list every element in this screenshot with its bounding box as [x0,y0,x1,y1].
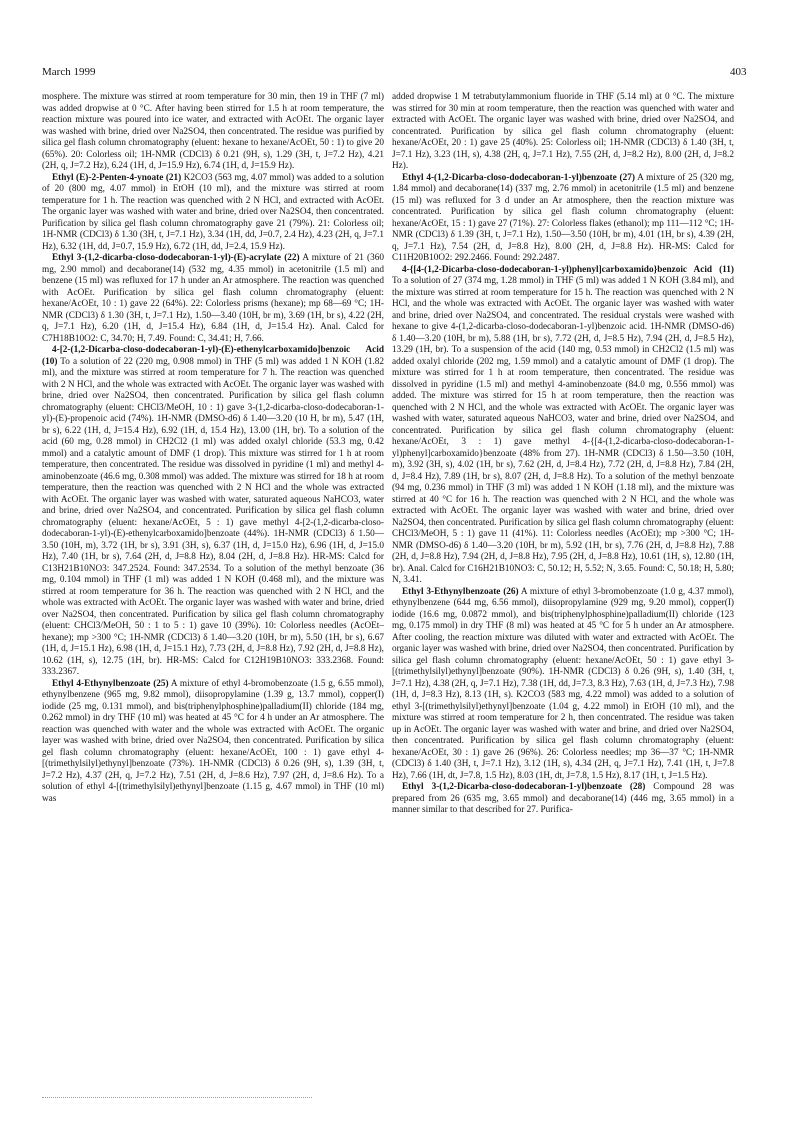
running-header-date: March 1999 [42,66,96,78]
paragraph-text: To a solution of 27 (374 mg, 1.28 mmol) in THF (5 ml) was added 1 N KOH (3.84 ml), and the mixture was stirred at room temperature for 15 h. The reaction was quenched with 2 N HCl, and the whole was extracted with AcOEt. The organic layer was washed with water and brine, dried over Na2SO4, and concentrated. The residual crystals were washed with hexane to give 4-(1,2-dicarba-closo-dodecaboran-1-yl)benzoic acid. 1H-NMR (DMSO-d6) δ 1.40—3.20 (10H, br m), 5.88 (1H, br s), 7.72 (2H, d, J=8.5 Hz), 7.94 (2H, d, J=8.5 Hz), 13.29 (1H, br). To a suspension of the acid (140 mg, 0.53 mmol) in CH2Cl2 (1.5 ml) was added oxalyl chloride (202 mg, 1.59 mmol) and a catalytic amount of DMF (1 drop). The mixture was stirred for 1 h at room temperature, then concentrated. The residue was dissolved in pyridine (1.5 ml) and methyl 4-aminobenzoate (84.0 mg, 0.556 mmol) was added. The mixture was stirred for 15 h at room temperature, then the reaction was quenched with 2 N HCl, and the whole was extracted with AcOEt. The organic layer was washed with water, saturated aqueous NaHCO3, water and brine, dried over Na2SO4, and concentrated. Purification by silica gel flash column chromatography (eluent: hexane/AcOEt, 3 : 1) gave methyl 4-{[4-(1,2-dicarba-closo-dodecaboran-1-yl)phenyl]carboxamido}benzoate (48% from 27). 1H-NMR (CDCl3) δ 1.50—3.50 (10H, m), 3.92 (3H, s), 4.02 (1H, br s), 7.62 (2H, d, J=8.4 Hz), 7.72 (2H, d, J=8.8 Hz), 7.84 (2H, d, J=8.4 Hz), 7.89 (1H, br s), 8.07 (2H, d, J=8.8 Hz). To a solution of the methyl benzoate (94 mg, 0.236 mmol) in THF (3 ml) was added 1 N KOH (1.18 ml), and the mixture was stirred at 40 °C for 16 h. The reaction was quenched with 2 N HCl, and the whole was extracted with AcOEt. The organic layer was washed with water and brine, dried over Na2SO4, then concentrated. Purification by silica gel flash column chromatography (eluent: CHCl3/MeOH, 5 : 1) gave 11 (41%). 11: Colorless needles (AcOEt); mp >300 °C; 1H-NMR (DMSO-d6) δ 1.40—3.20 (10H, br m), 5.92 (1H, br s), 7.76 (2H, d, J=8.8 Hz), 7.88 (2H, d, J=8.8 Hz), 7.94 (2H, d, J=8.8 Hz), 7.95 (2H, d, J=8.8 Hz), 10.61 (1H, s), 12.80 (1H, br). Anal. Calcd for C16H21B10NO3: C, 50.12; H, 5.52; N, 3.65. Found: C, 50.18; H, 5.80; N, 3.41. [392,276,734,585]
page-number: 403 [730,66,747,78]
paragraph [392,173,734,265]
left-column [42,92,384,805]
paragraph [42,173,384,254]
paragraph-text: A mixture of 25 (320 mg, 1.84 mmol) and decaborane(14) (337 mg, 2.76 mmol) in acetonitrile (1.5 ml) and benzene (15 ml) was refluxed for 3 d under an Ar atmosphere, then the reaction mixture was concentrated. Purification by silica gel flash column chromatography (eluent: hexane/AcOEt, 15 : 1) gave 27 (71%). 27: Colorless flakes (ethanol); mp 111—112 °C; 1H-NMR (CDCl3) δ 1.39 (3H, t, J=7.1 Hz), 1.50—3.50 (10H, br m), 4.01 (1H, br s), 4.39 (2H, q, J=7.1 Hz), 7.54 (2H, d, J=8.8 Hz), 8.00 (2H, d, J=8.8 Hz). HR-MS: Calcd for C11H20B10O2: 292.2466. Found: 292.2487. [392,172,734,263]
paragraph [392,265,734,587]
paragraph-text: To a solution of 22 (220 mg, 0.908 mmol) in THF (5 ml) was added 1 N KOH (1.82 ml), and the mixture was stirred at room temperature for 7 h. The reaction was quenched with 2 N HCl, and the whole was extracted with AcOEt. The organic layer was washed with brine, dried over Na2SO4, then concentrated. Purification by silica gel flash column chromatography (eluent: CHCl3/MeOH, 10 : 1) gave 3-(1,2-dicarba-closo-dodecaboran-1-yl)-(E)-propenoic acid (74%). 1H-NMR (DMSO-d6) δ 1.40—3.20 (10 H, br m), 5.47 (1H, br s), 6.22 (1H, d, J=15.4 Hz), 6.92 (1H, d, 15.4 Hz), 13.00 (1H, br). To a solution of the acid (60 mg, 0.28 mmol) in CH2Cl2 (1 ml) was added oxalyl chloride (53.3 mg, 0.42 mmol) and a catalytic amount of DMF (1 drop). This mixture was stirred for 1 h at room temperature, then concentrated. The residue was dissolved in pyridine (1 ml) and methyl 4-aminobenzoate (46.6 mg, 0.308 mmol) was added. The mixture was stirred for 18 h at room temperature, then the reaction was quenched with 2 N HCl and the whole was extracted with AcOEt. The organic layer was washed with water, saturated aqueous NaHCO3, water and brine, dried over Na2SO4, and concentrated. Purification by silica gel flash column chromatography (eluent: hexane/AcOEt, 5 : 1) gave methyl 4-[2-(1,2-dicarba-closo-dodecaboran-1-yl)-(E)-ethenylcarboxamido]benzoate (44%). 1H-NMR (CDCl3) δ 1.50—3.50 (10H, m), 3.72 (1H, br s), 3.91 (3H, s), 6.37 (1H, d, J=15.0 Hz), 6.96 (1H, d, J=15.0 Hz), 7.40 (1H, br s), 7.64 (2H, d, J=8.8 Hz), 8.04 (2H, d, J=8.8 Hz). HR-MS: Calcd for C13H21B10NO3: 347.2524. Found: 347.2534. To a solution of the methyl benzoate (36 mg, 0.104 mmol) in THF (1 ml) was added 1 N KOH (0.468 ml), and the mixture was stirred at room temperature for 36 h. The reaction was quenched with 2 N HCl, and the whole was extracted with AcOEt. The organic layer was washed with water and brine, dried over Na2SO4, then concentrated. Purification by silica gel flash column chromatography (eluent: CHCl3/MeOH, 50 : 1 to 5 : 1) gave 10 (39%). 10: Colorless needles (AcOEt–hexane); mp >300 °C; 1H-NMR (CDCl3) δ 1.40—3.20 (10H, br m), 5.50 (1H, br s), 6.67 (1H, d, J=15.1 Hz), 6.98 (1H, d, J=15.1 Hz), 7.73 (2H, d, J=8.8 Hz), 7.92 (2H, d, J=8.8 Hz), 10.62 (1H, s), 12.75 (1H, br). HR-MS: Calcd for C12H19B10NO3: 333.2368. Found: 333.2367. [42,356,385,677]
paragraph-text: K2CO3 (563 mg, 4.07 mmol) was added to a solution of 20 (800 mg, 4.07 mmol) in EtOH (10 ml), and the mixture was stirred at room temperature for 1 h. The reaction was quenched with 2 N HCl, and extracted with AcOEt. The organic layer was washed with water and brine, dried over Na2SO4, then concentrated. Purification by silica gel flash column chromatography gave 21 (79%). 21: Colorless oil; 1H-NMR (CDCl3) δ 1.30 (3H, t, J=7.1 Hz), 3.34 (1H, dd, J=0.7, 2.4 Hz), 4.23 (2H, q, J=7.1 Hz), 6.32 (1H, dd, J=0.7, 15.9 Hz), 6.72 (1H, dd, J=2.4, 15.9 Hz). [42,172,384,252]
right-column [392,92,734,817]
paragraph [42,253,384,345]
paragraph [392,587,734,783]
paragraph [42,679,384,806]
paragraph [392,782,734,817]
paragraph-text: mosphere. The mixture was stirred at room temperature for 30 min, then 19 in THF (7 ml) was added dropwise at 0 °C. After having been stirred for 1.5 h at room temperature, the reaction mixture was poured into ice water, and extracted with AcOEt. The organic layer was washed with brine, dried over Na2SO4, then concentrated. The residue was purified by silica gel flash column chromatography (eluent: hexane to hexane/AcOEt, 50 : 1) to give 20 (65%). 20: Colorless oil; 1H-NMR (CDCl3) δ 0.21 (9H, s), 1.29 (3H, t, J=7.2 Hz), 4.21 (2H, q, J=7.2 Hz), 6.24 (1H, d, J=15.9 Hz), 6.74 (1H, d, J=15.9 Hz). [42,92,384,171]
paragraph [392,92,734,173]
paragraph-text: Compound 28 was prepared from 26 (635 mg, 3.65 mmol) and decaborane(14) (446 mg, 3.65 mmol) in a manner similar to that described for 27. Purifica- [392,782,734,815]
compound-heading: Ethyl 3-(1,2-dicarba-closo-dodecaboran-1-yl)-(E)-acrylate (22) [52,253,300,263]
compound-heading: Ethyl (E)-2-Penten-4-ynoate (21) [52,172,182,183]
paragraph [42,92,384,173]
scan-edge-line [42,1097,312,1098]
compound-heading: 4-{[4-(1,2-Dicarba-closo-dodecaboran-1-yl)phenyl]carboxamido}benzoic Acid (11) [402,264,734,275]
compound-heading: Ethyl 4-(1,2-Dicarba-closo-dodecaboran-1-yl)benzoate (27) [402,172,635,183]
paragraph-text: A mixture of ethyl 3-bromobenzoate (1.0 g, 4.37 mmol), ethynylbenzene (644 mg, 6.56 mmol), diisopropylamine (929 mg, 9.20 mmol), copper(I) iodide (16.6 mg, 0.0872 mmol), and bis(triphenylphosphine)palladium(II) chloride (123 mg, 0.175 mmol) in dry THF (8 ml) was heated at 45 °C for 5 h under an Ar atmosphere. After cooling, the reaction mixture was diluted with water and extracted with AcOEt. The organic layer was washed with brine, dried over Na2SO4, then concentrated. Purification by silica gel flash column chromatography (eluent: hexane/AcOEt, 50 : 1) gave ethyl 3-[(trimethylsilyl)ethynyl]benzoate (90%). 1H-NMR (CDCl3) δ 0.26 (9H, s), 1.40 (3H, t, J=7.1 Hz), 4.38 (2H, q, J=7.1 Hz), 7.38 (1H, dd, J=7.3, 8.3 Hz), 7.63 (1H, d, J=7.3 Hz), 7.98 (1H, d, J=8.3 Hz), 8.13 (1H, s). K2CO3 (583 mg, 4.22 mmol) was added to a solution of ethyl 3-[(trimethylsilyl)ethynyl]benzoate (1.04 g, 4.22 mmol) in EtOH (10 ml), and the mixture was stirred at room temperature for 2 h, then concentrated. The residue was taken up in AcOEt. The organic layer was washed with water and brine, and dried over Na2SO4, then concentrated. Purification by silica gel flash column chromatography (eluent: hexane/AcOEt, 30 : 1) gave 26 (96%). 26: Colorless needles; mp 36—37 °C; 1H-NMR (CDCl3) δ 1.40 (3H, t, J=7.1 Hz), 3.12 (1H, s), 4.34 (2H, q, J=7.1 Hz), 7.41 (1H, t, J=7.8 Hz), 7.66 (1H, dt, J=7.8, 1.5 Hz), 8.03 (1H, dt, J=7.8, 1.5 Hz), 8.17 (1H, t, J=1.5 Hz). [392,586,735,781]
paragraph-text: A mixture of ethyl 4-bromobenzoate (1.5 g, 6.55 mmol), ethynylbenzene (965 mg, 9.82 mmol), diisopropylamine (1.39 g, 13.7 mmol), copper(I) iodide (25 mg, 0.131 mmol), and bis(triphenylphosphine)palladium(II) chloride (184 mg, 0.262 mmol) in dry THF (10 ml) was heated at 45 °C for 4 h under an Ar atmosphere. The reaction was quenched with water and the whole was extracted with AcOEt. The organic layer was washed with brine, dried over Na2SO4, then concentrated. Purification by silica gel flash column chromatography (eluent: hexane/AcOEt, 100 : 1) gave ethyl 4-[(trimethylsilyl)ethynyl]benzoate (73%). 1H-NMR (CDCl3) δ 0.26 (9H, s), 1.39 (3H, t, J=7.2 Hz), 4.37 (2H, q, J=7.2 Hz), 7.51 (2H, d, J=8.6 Hz), 7.97 (2H, d, J=8.6 Hz). To a solution of ethyl 4-[(trimethylsilyl)ethynyl]benzoate (1.15 g, 4.67 mmol) in THF (10 ml) was [42,678,384,804]
paragraph [42,345,384,679]
paragraph-text: added dropwise 1 M tetrabutylammonium fluoride in THF (5.14 ml) at 0 °C. The mixture was stirred for 30 min at room temperature, then the reaction was quenched with water and extracted with AcOEt. The organic layer was washed with brine, dried over Na2SO4, and concentrated. Purification by silica gel flash column chromatography (eluent: hexane/AcOEt, 20 : 1) gave 25 (40%). 25: Colorless oil; 1H-NMR (CDCl3) δ 1.40 (3H, t, J=7.1 Hz), 3.23 (1H, s), 4.38 (2H, q, J=7.1 Hz), 7.55 (2H, d, J=8.2 Hz), 8.00 (2H, d, J=8.2 Hz). [392,92,734,171]
compound-heading: Ethyl 3-Ethynylbenzoate (26) [402,586,519,597]
compound-heading: Ethyl 4-Ethynylbenzoate (25) [52,678,169,689]
compound-heading: 4-[2-(1,2-Dicarba-closo-dodecaboran-1-yl)-(E)-ethenylcarboxamido]benzoic Acid (10) [42,345,384,367]
paragraph-text: A mixture of 21 (360 mg, 2.90 mmol) and decaborane(14) (532 mg, 4.35 mmol) in acetonitrile (1.5 ml) and benzene (15 ml) was refluxed for 17 h under an Ar atmosphere. The reaction was quenched with AcOEt. Purification by silica gel flash column chromatography (eluent: hexane/AcOEt, 10 : 1) gave 22 (64%). 22: Colorless prisms (hexane); mp 68—69 °C; 1H-NMR (CDCl3) δ 1.30 (3H, t, J=7.1 Hz), 1.50—3.40 (10H, br m), 3.69 (1H, br s), 4.22 (2H, q, J=7.1 Hz), 6.20 (1H, d, J=15.4 Hz), 6.84 (1H, d, J=15.4 Hz). Anal. Calcd for C7H18B10O2: C, 34.70; H, 7.49. Found: C, 34.41; H, 7.66. [42,253,384,344]
compound-heading: Ethyl 3-(1,2-Dicarba-closo-dodecaboran-1-yl)benzoate (28) [402,782,646,792]
